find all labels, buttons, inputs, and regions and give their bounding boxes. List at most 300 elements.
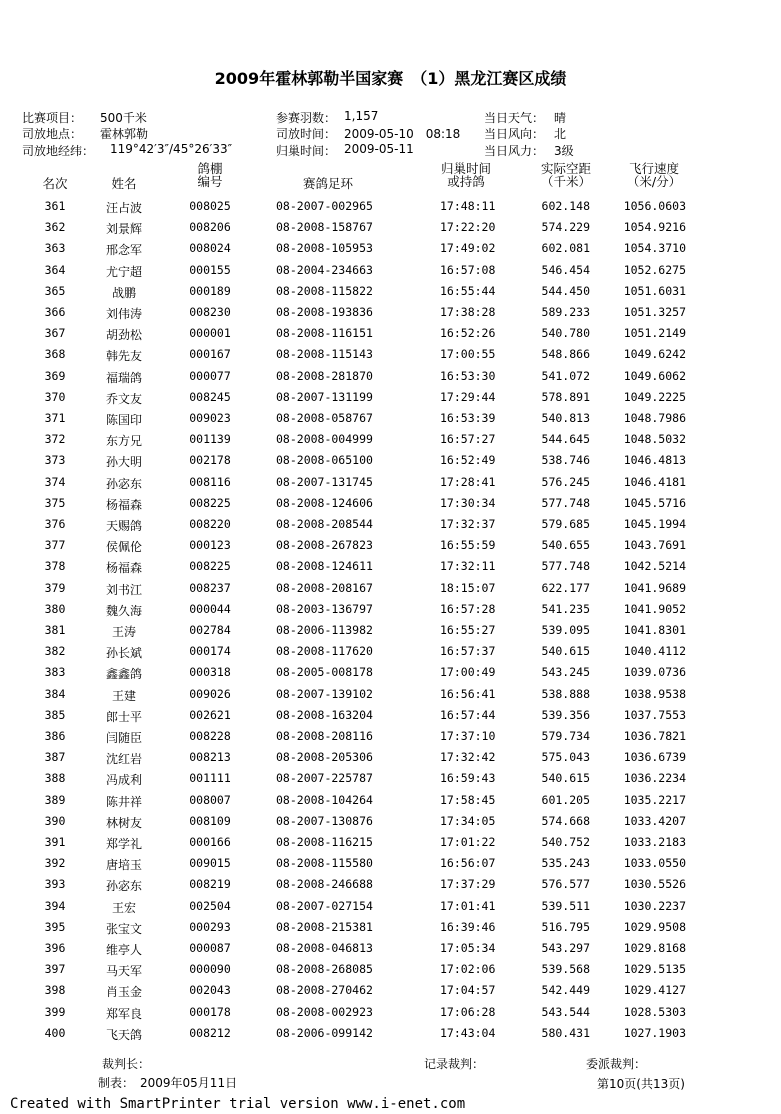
table-row [0,644,781,665]
header-ring: 赛鸽足环 [302,176,353,191]
ring-cell: 08-2006-099142 [276,1025,373,1040]
distance-cell: 544.450 [541,283,590,298]
distance-cell: 540.655 [541,538,590,553]
time-cell: 16:55:44 [440,283,496,298]
rank-cell: 397 [44,962,66,977]
table-row [0,369,781,390]
ring-cell: 08-2008-215381 [276,919,373,934]
header-name: 姓名 [111,176,137,191]
distance-cell: 542.449 [541,983,590,998]
table-row [0,326,781,347]
rank-cell: 399 [44,1004,66,1019]
name-cell: 乔文友 [105,391,142,406]
speed-cell: 1046.4181 [623,474,686,489]
rank-cell: 390 [44,813,66,828]
rank-cell: 395 [44,919,66,934]
speed-cell: 1036.2234 [623,771,686,786]
rank-cell: 364 [44,262,66,277]
name-cell: 汪占波 [105,201,142,215]
rank-cell: 379 [44,580,66,595]
ring-cell: 08-2006-113982 [276,623,373,637]
name-cell: 孙宓东 [105,476,142,491]
loft-cell: 008213 [189,750,231,765]
rank-cell: 387 [44,750,66,765]
rank-cell: 375 [44,495,66,510]
loft-cell: 009015 [189,856,231,871]
table-row [0,305,781,326]
name-cell: 王建 [111,688,136,703]
rank-cell: 396 [44,941,66,955]
name-cell: 孙大明 [105,455,142,470]
distance-cell: 548.866 [541,347,590,362]
ring-cell: 08-2008-104264 [276,792,373,807]
table-row [0,687,781,708]
rank-cell: 385 [44,707,66,722]
name-cell: 唐培玉 [105,858,142,873]
name-cell: 陈国印 [105,413,142,427]
name-cell: 东方兄 [105,434,142,449]
name-cell: 林树友 [105,815,142,830]
loft-cell: 000077 [189,368,231,383]
loft-cell: 008237 [189,580,231,595]
rank-cell: 378 [44,559,66,574]
ring-cell: 08-2005-008178 [276,665,373,680]
ring-cell: 08-2008-281870 [276,368,373,383]
loft-cell: 002621 [189,707,231,722]
ring-cell: 08-2007-139102 [276,686,373,701]
ring-cell: 08-2008-246688 [276,877,373,892]
name-cell: 陈井祥 [105,794,142,809]
ring-cell: 08-2008-193836 [276,305,373,319]
header-rank: 名次 [42,176,68,191]
table-row [0,411,781,432]
distance-cell: 540.752 [541,835,590,849]
rank-cell: 366 [44,305,66,319]
entries-value: 1,157 [344,109,379,123]
ring-cell: 08-2008-105953 [276,241,373,256]
rank-cell: 371 [44,411,66,425]
loft-cell: 000087 [189,941,231,955]
loft-cell: 008116 [189,474,231,489]
name-cell: 胡劲松 [105,328,142,343]
time-cell: 17:01:22 [440,835,496,849]
distance-cell: 543.544 [541,1004,590,1019]
loft-cell: 008025 [189,199,231,213]
loft-cell: 000166 [189,835,231,849]
header-speed-line1: 飞行速度 [628,161,679,176]
distance-cell: 544.645 [541,432,590,447]
speed-cell: 1036.6739 [623,750,686,765]
speed-cell: 1033.0550 [623,856,686,871]
loft-cell: 000044 [189,601,231,616]
distance-cell: 576.577 [541,877,590,892]
ring-cell: 08-2008-158767 [276,220,373,235]
release-place-label: 司放地点： [22,127,83,141]
distance-cell: 538.746 [541,453,590,468]
table-row [0,983,781,1004]
loft-cell: 008109 [189,813,231,828]
loft-cell: 008007 [189,792,231,807]
time-cell: 17:30:34 [440,495,496,510]
time-cell: 17:22:20 [440,220,496,235]
name-cell: 孙宓东 [105,879,142,894]
table-row [0,263,781,284]
rank-cell: 389 [44,792,66,807]
table-row [0,538,781,559]
name-cell: 福瑞鸽 [105,370,142,385]
coords-value: 119°42′3″/45°26′33″ [110,142,233,156]
table-row [0,941,781,962]
loft-cell: 000293 [189,919,231,934]
loft-cell: 000174 [189,644,231,659]
ring-cell: 08-2007-002965 [276,199,373,213]
rank-cell: 386 [44,729,66,743]
ring-cell: 08-2008-115143 [276,347,373,362]
loft-cell: 000178 [189,1004,231,1019]
ring-cell: 08-2008-270462 [276,983,373,998]
time-cell: 16:57:37 [440,644,496,659]
table-row [0,581,781,602]
speed-cell: 1029.8168 [623,941,686,955]
table-row [0,750,781,771]
speed-cell: 1051.2149 [623,326,686,341]
loft-cell: 000123 [189,538,231,553]
table-row [0,856,781,877]
loft-cell: 001139 [189,432,231,447]
distance-cell: 579.734 [541,729,590,743]
loft-cell: 001111 [189,771,231,786]
name-cell: 王宏 [111,900,136,915]
distance-cell: 541.072 [541,368,590,383]
time-cell: 16:55:59 [440,538,496,553]
speed-cell: 1027.1903 [623,1025,686,1040]
name-cell: 刘景辉 [105,222,142,237]
speed-cell: 1052.6275 [623,262,686,277]
distance-cell: 574.668 [541,813,590,828]
rank-cell: 373 [44,453,66,468]
speed-cell: 1046.4813 [623,453,686,468]
speed-cell: 1041.9689 [623,580,686,595]
name-cell: 闫随臣 [105,731,142,745]
speed-cell: 1045.5716 [623,495,686,510]
speed-cell: 1045.1994 [623,517,686,531]
table-row [0,1026,781,1047]
name-cell: 冯成利 [105,773,142,788]
distance-cell: 580.431 [541,1025,590,1040]
footer-made-date: 制表： 2009年05月11日 [98,1076,238,1090]
rank-cell: 393 [44,877,66,892]
speed-cell: 1049.2225 [623,389,686,404]
time-cell: 17:01:41 [440,898,496,913]
name-cell: 孙长斌 [105,646,142,661]
loft-cell: 008230 [189,305,231,319]
rank-cell: 370 [44,389,66,404]
table-row [0,665,781,686]
time-cell: 16:52:26 [440,326,496,341]
loft-cell: 002504 [189,898,231,913]
name-cell: 郑学礼 [105,837,142,851]
wind-direction-label: 当日风向： [484,127,545,141]
page-title: 2009年霍林郭勒半国家赛 （1）黑龙江赛区成绩 [214,69,567,88]
time-cell: 17:00:55 [440,347,496,362]
loft-cell: 000167 [189,347,231,362]
speed-cell: 1029.4127 [623,983,686,998]
speed-cell: 1029.9508 [623,919,686,934]
time-cell: 17:37:29 [440,877,496,892]
loft-cell: 000318 [189,665,231,680]
time-cell: 17:43:04 [440,1025,496,1040]
ring-cell: 08-2008-267823 [276,538,373,553]
name-cell: 马天军 [105,964,142,979]
ring-cell: 08-2008-208116 [276,729,373,743]
rank-cell: 367 [44,326,66,341]
time-cell: 16:39:46 [440,919,496,934]
ring-cell: 08-2007-131199 [276,389,373,404]
header-time-line1: 归巢时间 [440,161,491,176]
loft-cell: 000189 [189,283,231,298]
table-row [0,835,781,856]
table-row [0,729,781,750]
speed-cell: 1033.2183 [623,835,686,849]
time-cell: 17:37:10 [440,729,496,743]
speed-cell: 1041.8301 [623,623,686,637]
table-row [0,771,781,792]
time-cell: 17:38:28 [440,305,496,319]
speed-cell: 1028.5303 [623,1004,686,1019]
ring-cell: 08-2008-117620 [276,644,373,659]
ring-cell: 08-2007-131745 [276,474,373,489]
speed-cell: 1030.5526 [623,877,686,892]
table-row [0,199,781,220]
ring-cell: 08-2008-124606 [276,495,373,510]
distance-cell: 540.615 [541,771,590,786]
ring-cell: 08-2008-065100 [276,453,373,468]
rank-cell: 361 [44,199,66,213]
wind-force-label: 当日风力： [484,144,545,158]
distance-cell: 602.081 [541,241,590,256]
table-row [0,814,781,835]
rank-cell: 363 [44,241,66,256]
ring-cell: 08-2008-115822 [276,283,373,298]
distance-cell: 601.205 [541,792,590,807]
ring-cell: 08-2008-124611 [276,559,373,574]
distance-cell: 540.813 [541,411,590,425]
loft-cell: 009023 [189,411,231,425]
rank-cell: 382 [44,644,66,659]
footer-page-number: 第10页(共13页) [597,1077,685,1091]
rank-cell: 374 [44,474,66,489]
table-row [0,390,781,411]
distance-cell: 574.229 [541,220,590,235]
table-row [0,284,781,305]
time-cell: 16:56:07 [440,856,496,871]
name-cell: 杨福森 [105,497,142,512]
distance-cell: 538.888 [541,686,590,701]
distance-cell: 602.148 [541,199,590,213]
table-row [0,920,781,941]
ring-cell: 08-2008-046813 [276,941,373,955]
distance-cell: 546.454 [541,262,590,277]
rank-cell: 369 [44,368,66,383]
name-cell: 飞天鸽 [105,1027,142,1042]
rank-cell: 383 [44,665,66,680]
rank-cell: 362 [44,220,66,235]
release-time-value: 2009-05-10 08:18 [344,127,461,141]
name-cell: 韩先友 [105,349,142,364]
header-distance-line1: 实际空距 [540,161,591,176]
name-cell: 郎士平 [105,709,142,724]
name-cell: 维亭人 [105,943,142,957]
time-cell: 17:05:34 [440,941,496,955]
footer-delegate: 委派裁判： [586,1057,647,1071]
time-cell: 16:57:28 [440,601,496,616]
weather-value: 晴 [554,111,567,125]
ring-cell: 08-2008-058767 [276,411,373,425]
header-speed [614,162,694,188]
speed-cell: 1033.4207 [623,813,686,828]
speed-cell: 1035.2217 [623,792,686,807]
loft-cell: 000090 [189,962,231,977]
loft-cell: 002178 [189,453,231,468]
time-cell: 16:57:08 [440,262,496,277]
speed-cell: 1041.9052 [623,601,686,616]
return-time-label: 归巢时间： [276,144,337,158]
table-row [0,899,781,920]
weather-label: 当日天气： [484,111,545,125]
speed-cell: 1054.9216 [623,220,686,235]
name-cell: 鑫鑫鸽 [105,667,142,682]
speed-cell: 1030.2237 [623,898,686,913]
time-cell: 16:57:44 [440,707,496,722]
time-cell: 17:32:42 [440,750,496,765]
loft-cell: 008219 [189,877,231,892]
header-time [428,162,504,188]
table-row [0,517,781,538]
ring-cell: 08-2008-208544 [276,517,373,531]
wind-force-value: 3级 [554,144,574,158]
distance-cell: 577.748 [541,559,590,574]
table-row [0,496,781,517]
time-cell: 17:34:05 [440,813,496,828]
header-time-line2: 或持鸽 [447,174,485,189]
time-cell: 17:49:02 [440,241,496,256]
speed-cell: 1039.0736 [623,665,686,680]
ring-cell: 08-2008-208167 [276,580,373,595]
speed-cell: 1049.6062 [623,368,686,383]
distance-cell: 543.245 [541,665,590,680]
ring-cell: 08-2008-205306 [276,750,373,765]
speed-cell: 1056.0603 [623,199,686,213]
time-cell: 17:06:28 [440,1004,496,1019]
speed-cell: 1048.7986 [623,411,686,425]
speed-cell: 1029.5135 [623,962,686,977]
footer-referee: 裁判长： [102,1057,151,1071]
wind-direction-value: 北 [554,127,567,141]
name-cell: 侯佩伦 [105,540,142,555]
release-place-value: 霍林郭勒 [100,127,149,141]
loft-cell: 009026 [189,686,231,701]
release-time-label: 司放时间： [276,127,337,141]
loft-cell: 008228 [189,729,231,743]
name-cell: 刘书江 [105,582,142,597]
speed-cell: 1036.7821 [623,729,686,743]
table-row [0,708,781,729]
rank-cell: 398 [44,983,66,998]
speed-cell: 1051.3257 [623,305,686,319]
ring-cell: 08-2007-027154 [276,898,373,913]
name-cell: 邢念军 [105,243,142,258]
table-row [0,475,781,496]
distance-cell: 578.891 [541,389,590,404]
time-cell: 17:28:41 [440,474,496,489]
name-cell: 张宝文 [105,921,142,936]
loft-cell: 008245 [189,389,231,404]
name-cell: 魏久海 [105,603,142,618]
name-cell: 肖玉金 [105,985,142,1000]
return-time-value: 2009-05-11 [344,142,414,156]
ring-cell: 08-2008-002923 [276,1004,373,1019]
table-row [0,793,781,814]
ring-cell: 08-2008-116215 [276,835,373,849]
rank-cell: 368 [44,347,66,362]
speed-cell: 1040.4112 [623,644,686,659]
header-loft [180,162,240,188]
table-row [0,453,781,474]
name-cell: 战鹏 [111,285,136,300]
name-cell: 杨福森 [105,561,142,576]
header-distance-line2: （千米） [540,174,591,189]
distance-cell: 539.511 [541,898,590,913]
ring-cell: 08-2003-136797 [276,601,373,616]
time-cell: 17:02:06 [440,962,496,977]
name-cell: 尤宁超 [105,264,142,279]
loft-cell: 002043 [189,983,231,998]
ring-cell: 08-2007-130876 [276,813,373,828]
time-cell: 17:32:37 [440,517,496,531]
ring-cell: 08-2008-004999 [276,432,373,447]
distance-cell: 543.297 [541,941,590,955]
rank-cell: 391 [44,835,66,849]
loft-cell: 008225 [189,495,231,510]
event-value: 500千米 [100,111,147,125]
time-cell: 17:32:11 [440,559,496,574]
speed-cell: 1042.5214 [623,559,686,574]
table-row [0,432,781,453]
table-row [0,559,781,580]
time-cell: 16:53:30 [440,368,496,383]
footer-recorder: 记录裁判： [424,1057,485,1071]
header-loft-line2: 编号 [197,174,223,189]
rank-cell: 384 [44,686,66,701]
rank-cell: 372 [44,432,66,447]
loft-cell: 008206 [189,220,231,235]
event-label: 比赛项目： [22,111,83,125]
table-row [0,220,781,241]
time-cell: 16:52:49 [440,453,496,468]
ring-cell: 08-2008-268085 [276,962,373,977]
ring-cell: 08-2008-116151 [276,326,373,341]
loft-cell: 008024 [189,241,231,256]
loft-cell: 008212 [189,1025,231,1040]
table-row [0,602,781,623]
distance-cell: 575.043 [541,750,590,765]
distance-cell: 535.243 [541,856,590,871]
time-cell: 16:53:39 [440,411,496,425]
loft-cell: 000001 [189,326,231,341]
loft-cell: 002784 [189,623,231,637]
entries-label: 参赛羽数： [276,111,337,125]
distance-cell: 539.095 [541,623,590,637]
